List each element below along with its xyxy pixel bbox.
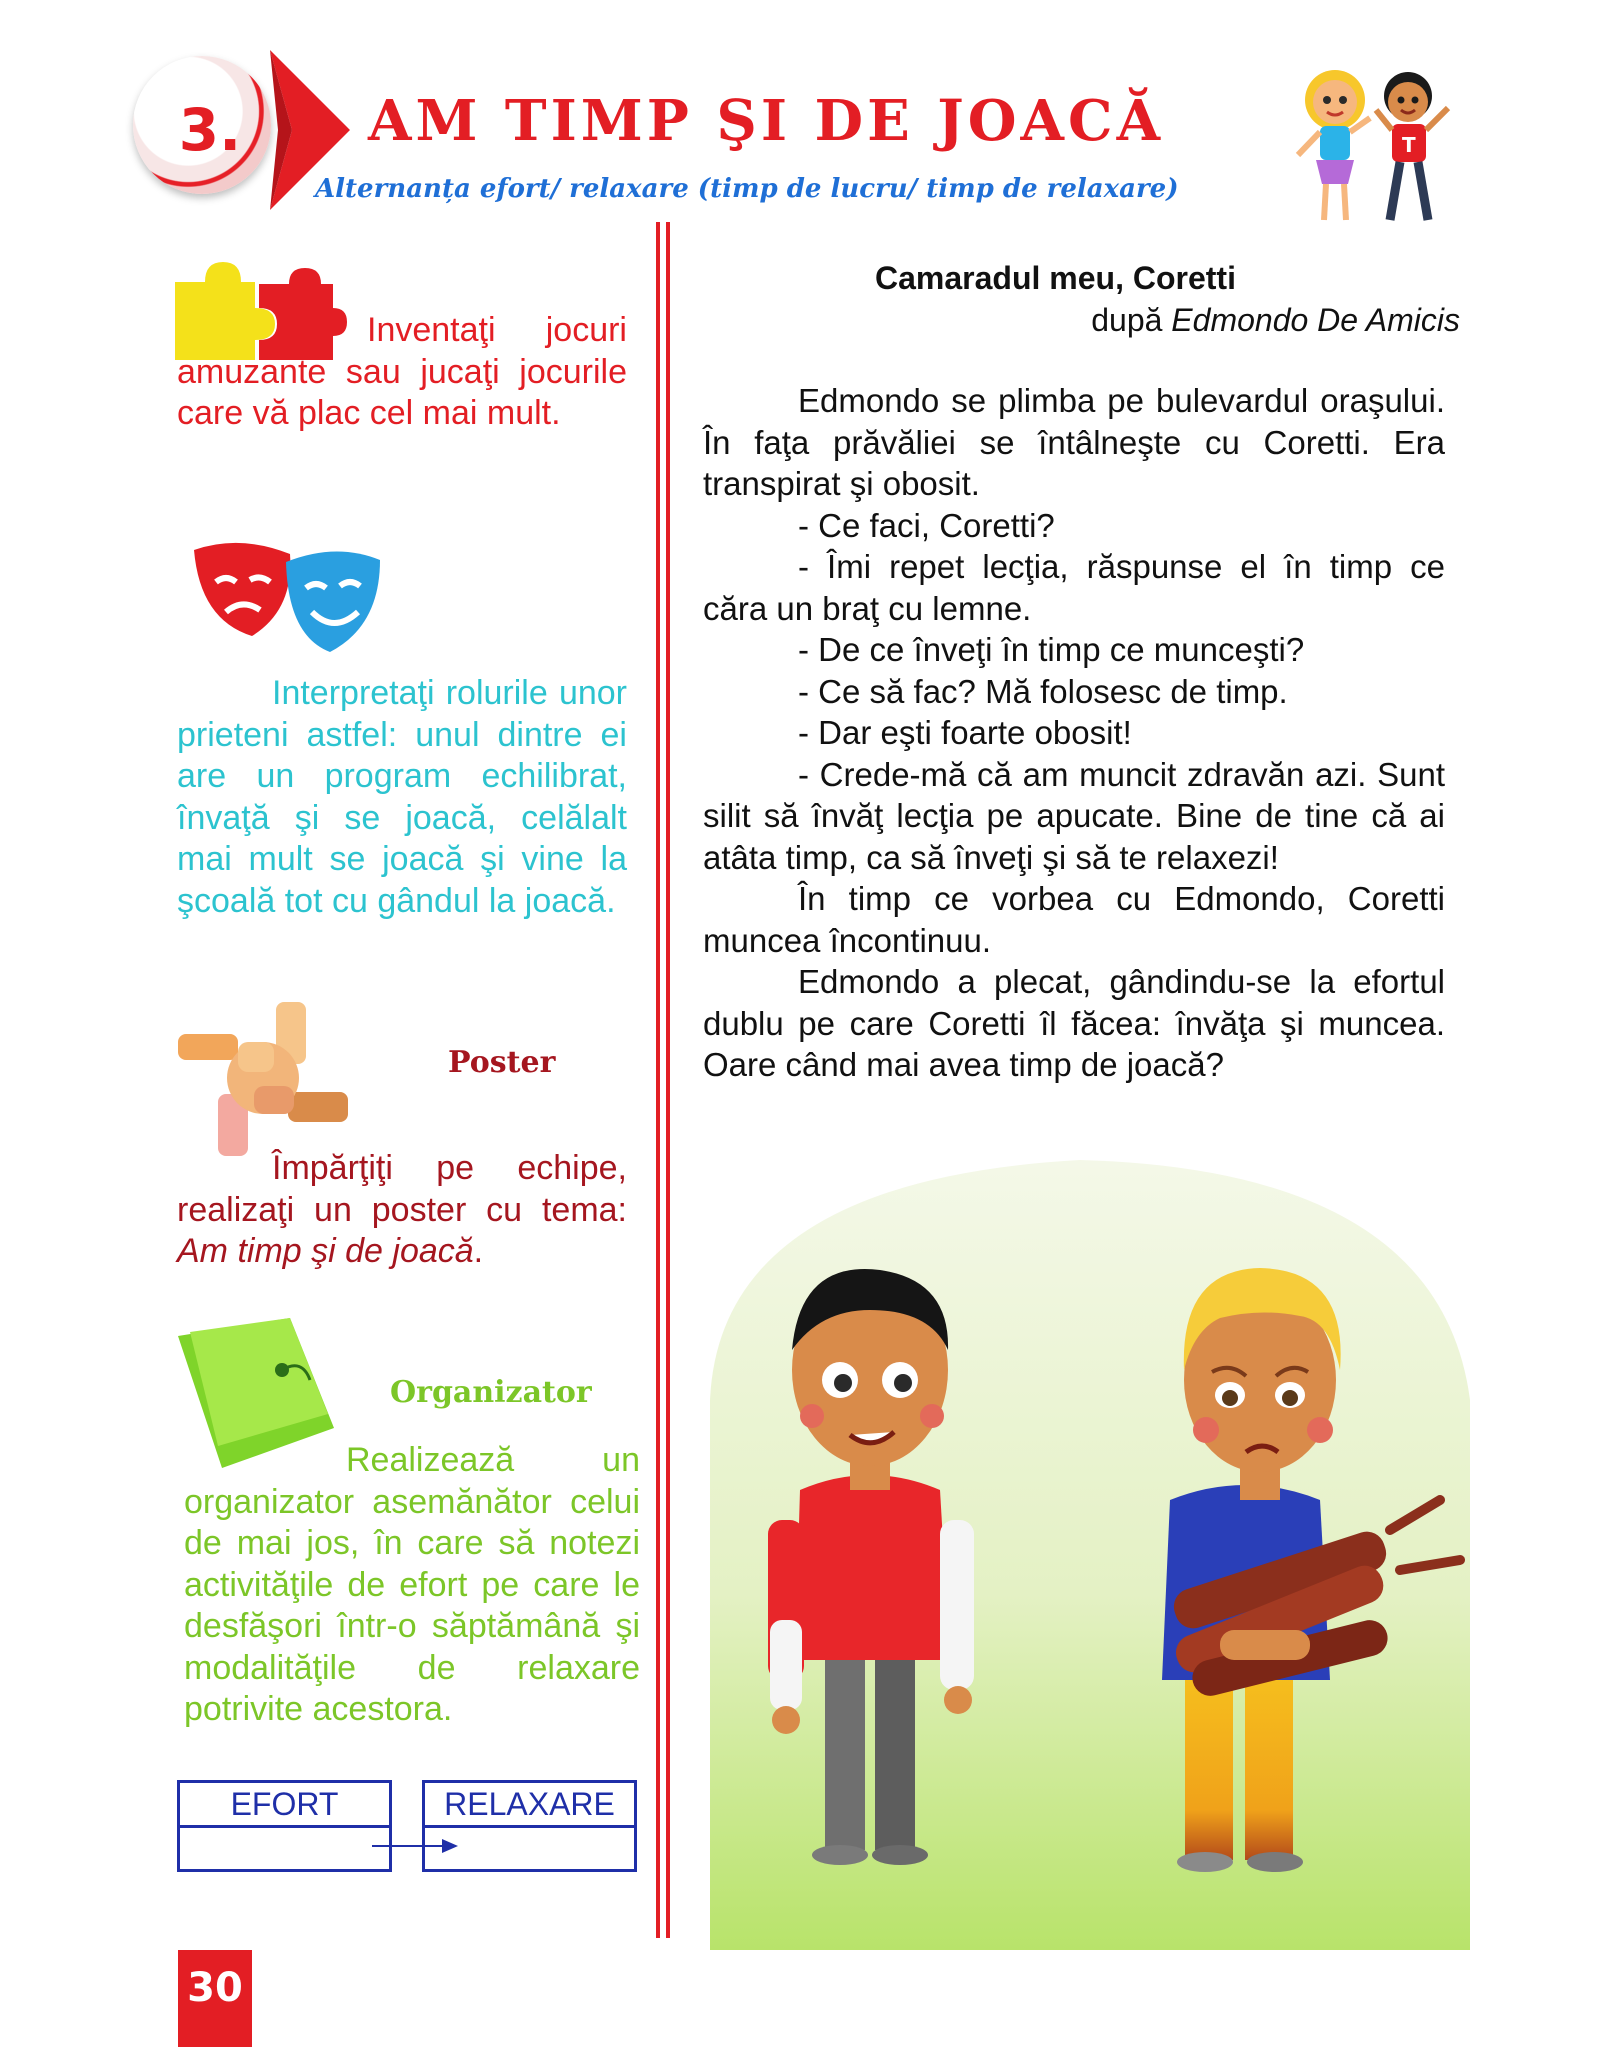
column-divider <box>656 222 670 1938</box>
organizer-heading: Organizator <box>390 1375 592 1410</box>
lesson-number: 3. <box>178 96 242 164</box>
story-paragraph: Edmondo se plimba pe bulevardul oraşului. În faţa prăvăliei se întâlneşte cu Coretti. Era transpirat şi obosit. <box>703 382 1445 502</box>
lesson-subtitle: Alternanța efort/ relaxare (timp de lucru/ timp de relaxare) <box>315 174 1179 204</box>
organizer-relax-label: RELAXARE <box>425 1783 634 1828</box>
poster-heading: Poster <box>448 1045 556 1080</box>
page-number: 30 <box>178 1950 252 2047</box>
story-body <box>703 380 1445 1086</box>
organizer-activity-text: Realizează un organizator asemănător celui de mai jos, în care să notezi activităţile de efort pe care le desfăşori într-o săptămână şi modalităţile de relaxare potrivite acestora. <box>184 1441 640 1728</box>
lesson-title: AM TIMP ŞI DE JOACĂ <box>368 88 1165 154</box>
story-paragraph: - De ce înveţi în timp ce munceşti? <box>798 631 1305 668</box>
poster-theme: Am timp şi de joacă <box>177 1232 474 1270</box>
story-paragraph: În timp ce vorbea cu Edmondo, Coretti muncea încontinuu. <box>703 880 1445 959</box>
organizer-effort-box <box>177 1780 392 1872</box>
kids-illustration-icon <box>1290 60 1460 230</box>
organizer-effort-label: EFORT <box>180 1783 389 1828</box>
theater-masks-icon <box>190 540 385 660</box>
story-paragraph: - Crede-mă că am muncit zdravăn azi. Sunt silit să învăţ lecţia pe apucate. Bine de tine că ai atâta timp, ca să înveţi şi să te relaxezi! <box>703 755 1445 876</box>
story-paragraph: - Dar eşti foarte obosit! <box>798 714 1132 751</box>
story-author-line: după Edmondo De Amicis <box>1091 302 1460 338</box>
story-paragraph: Edmondo a plecat, gândindu-se la efortul dublu pe care Coretti îl făcea: învăţa şi muncea. Oare când mai avea timp de joacă? <box>703 963 1445 1083</box>
poster-activity-text: Împărţiţi pe echipe, realizaţi un poster cu tema: Am timp şi de joacă. <box>177 1149 627 1270</box>
roles-activity-text: Interpretaţi rolurile unor prieteni astfel: unul dintre ei are un program echilibrat, învaţă şi se joacă, celălalt mai mult se joacă şi vine la şcoală tot cu gândul la joacă. <box>177 674 627 920</box>
story-author: Edmondo De Amicis <box>1171 302 1460 338</box>
teamwork-hands-icon <box>178 1002 348 1156</box>
organizer-arrow-icon <box>372 1836 462 1856</box>
story-paragraph: - Îmi repet lecţia, răspunse el în timp ce căra un braţ cu lemne. <box>703 548 1445 627</box>
story-paragraph: - Ce faci, Coretti? <box>798 506 1055 544</box>
story-title: Camaradul meu, Coretti <box>875 260 1236 296</box>
story-paragraph: - Ce să fac? Mă folosesc de timp. <box>798 672 1288 710</box>
games-activity-text: Inventaţi jocuri amuzante sau jucaţi jocurile care vă plac cel mai mult. <box>177 311 627 432</box>
organizer-relax-box <box>422 1780 637 1872</box>
svg-text:T: T <box>1402 133 1416 157</box>
story-illustration <box>700 1140 1480 1950</box>
